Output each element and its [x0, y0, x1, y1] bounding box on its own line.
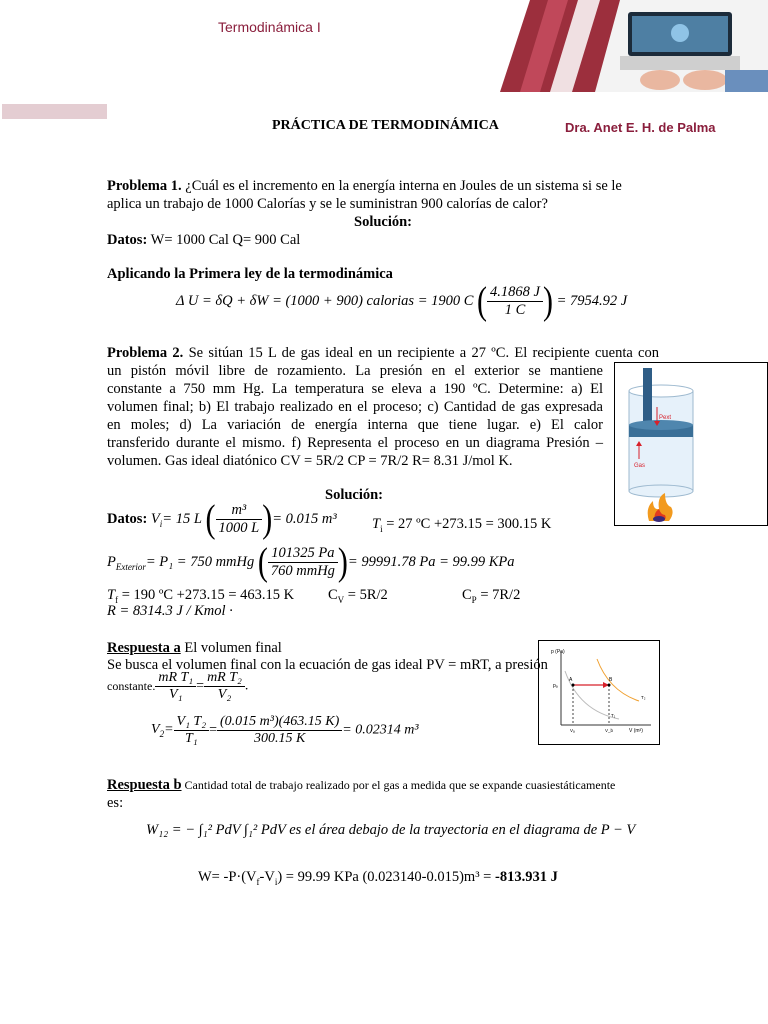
problem2-datos-label: Datos: [107, 511, 148, 527]
problem2-line-5: transferido durante el mismo. f) Representa el proceso en un diagrama Presión – [107, 435, 603, 451]
problem2-text [107, 344, 659, 470]
cp-line: $C_P = 7R/2$ [462, 587, 521, 605]
vi-v: V [150, 510, 160, 527]
problem1-line2: aplica un trabajo de 1000 Calorías y se le suministran 900 calorías de calor? [107, 196, 548, 212]
p-sub: Exterior [115, 561, 146, 572]
answer-b-label: Respuesta b [107, 777, 182, 793]
problem2-line-2: constante a 750 mm Hg. La temperatura se eleva a 190 ºC. Determine: a) El [107, 381, 603, 397]
problem1-line1 [107, 178, 622, 195]
problem1-datos-values: W= 1000 Cal Q= 900 Cal [147, 232, 301, 248]
eq1-frac-left [155, 670, 196, 703]
datos-vi: Datos: $V_i= 15$ L ( $\frac{\text{m³}}{1000 L}$ )= 0.015 m³ [107, 497, 337, 541]
gas-label: Gas [634, 463, 646, 469]
answer-b-equation: W₁₂ = − ∫₁² PdV ∫₁² PdV es el área debajo de la trayectoria en el diagrama de P − V [146, 822, 636, 838]
problem2-line-0 [107, 344, 659, 362]
vi-symbol: $V_i$ [150, 510, 163, 529]
answer-b-desc2: es: [107, 795, 124, 811]
pressure-equation: $P_{Exterior}= P_1 = 750$ mmHg ( $\frac{101325 Pa}{\text{760 mmHg}}$ )= 99991.78 Pa = 99.99 KPa [107, 540, 515, 584]
header-banner-image [500, 0, 768, 92]
result-part2: -V [259, 869, 275, 885]
pv-x-axis: V (m³) [629, 728, 643, 734]
p-fraction [268, 545, 338, 580]
result-part1: W= -P·(V [198, 869, 257, 885]
cv-value: = 5R/2 [347, 587, 388, 603]
vi-mid: = 15 L [162, 511, 202, 527]
pext-label: Pext [659, 415, 672, 421]
author-name: Dra. Anet E. H. de Palma [565, 120, 716, 135]
pv-diagram [538, 640, 660, 745]
answer-a-desc: Se busca el volumen final con la ecuación de gas ideal PV = mRT, a presión [107, 657, 548, 673]
problem1-law: Aplicando la Primera ley de la termodinámica [107, 266, 393, 282]
p-mid: = P₁ = 750 mmHg [145, 554, 255, 570]
answer-a-heading [107, 640, 282, 657]
eq-left: Δ U = δQ + δW = (1000 + 900) calorias = 1900 C [176, 293, 474, 309]
constante-label: constante. [107, 679, 156, 693]
answer-b-result: $W= -P\cdot(V_f-V_i) = 99.99$ KPa (0.023140-0.015)m³ = -813.931 J [198, 869, 558, 887]
p-right: = 99991.78 Pa = 99.99 KPa [347, 554, 515, 570]
problem1-datos-label: Datos: [107, 232, 148, 248]
problem1-solution: Solución: [354, 214, 413, 230]
problem2-solution: Solución: [325, 487, 384, 503]
answer-a-eq1: constante. $\frac{\text{mR T₁}}{\text{V₁}}$ = $\frac{\text{mR T₂}}{\text{V₂}}$ . [107, 670, 249, 702]
answer-a-eq2: $V_2=$ $\frac{\text{V₁ T₂}}{\text{T₁}}$ = $\frac{\text{(0.015 m³)(463.15 K)}}{300.15 K}$ = 0.02314 m³ [151, 714, 419, 746]
problem2-line-3: volumen final; b) El trabajo realizado en el proceso; c) Cantidad de gas expresada [107, 399, 603, 415]
p-den: 760 mmHg [270, 563, 335, 579]
decorative-bar [2, 104, 107, 119]
pv-va: Vₐ [570, 728, 575, 733]
eq1-den-r: V₂ [217, 687, 232, 702]
problem1-equation: Δ U = δQ + δW = (1000 + 900) calorias = 1900 C ( $\frac{4.1868 J}{1 C}$ ) = 7954.92 J [176, 279, 628, 323]
vi-fraction [216, 502, 263, 537]
cv-line: $C_V = 5R/2$ [328, 587, 388, 605]
eq1-num-r: mR T₂ [204, 670, 245, 687]
problem2-line-1: un pistón móvil libre de rozamiento. La presión en el exterior se mantiene [107, 363, 603, 379]
piston-figure [614, 362, 768, 526]
eq-right: = 7954.92 J [556, 293, 628, 309]
problem1-text1: ¿Cuál es el incremento en la energía interna en Joules de un sistema si se le [181, 178, 622, 194]
vi-den: 1000 L [218, 520, 260, 536]
pv-vb: V_b [605, 728, 614, 733]
eq2-right: = 0.02314 m³ [342, 722, 419, 738]
vi-num: m³ [216, 502, 263, 520]
problem2-line-4: en moles; d) La variación de energía interna que tiene lugar. e) El calor [107, 417, 603, 433]
result-part3: ) = 99.99 KPa (0.023140-0.015)m³ = [277, 869, 495, 885]
eq1-frac-right [204, 670, 245, 703]
pv-y-axis: p (Pa) [551, 649, 565, 655]
problem1-datos [107, 232, 300, 249]
eq2-num-l: V₁ T₂ [174, 714, 210, 731]
pv-pa: pₐ [553, 683, 558, 689]
ti-value: = 27 ºC +273.15 = 300.15 K [386, 516, 552, 532]
eq-fraction [487, 284, 543, 319]
p-letter: P [107, 553, 116, 570]
problem2-line-6: volumen. Gas ideal diatónico CV = 5R/2 CP = 7R/2 R= 8.31 J/mol K. [107, 453, 513, 469]
result-value: -813.931 J [495, 869, 558, 885]
vi-right: = 0.015 m³ [272, 511, 337, 527]
answer-b-desc1: Cantidad total de trabajo realizado por el gas a medida que se expande cuasiestáticamente [181, 778, 616, 792]
tf-value: = 190 ºC +273.15 = 463.15 K [121, 587, 295, 603]
answer-b-heading [107, 777, 615, 794]
p-num: 101325 Pa [268, 545, 338, 563]
eq1-num-l: mR T₁ [155, 670, 196, 687]
cp-value: = 7R/2 [480, 587, 521, 603]
pv-b: B [609, 677, 613, 683]
course-title: Termodinámica I [218, 19, 321, 35]
problem2-line-0-text: Se sitúan 15 L de gas ideal en un recipiente a 27 ºC. El recipiente cuenta con [183, 345, 659, 361]
eq2-den-r: 300.15 K [253, 731, 306, 746]
problem2-label: Problema 2. [107, 345, 184, 361]
eq2-num-r: (0.015 m³)(463.15 K) [217, 714, 342, 731]
eq2-den-l: T₁ [184, 731, 198, 746]
eq2-frac-left [174, 714, 210, 747]
r-line: R = 8314.3 J / Kmol · [107, 603, 233, 619]
eq1-den-l: V₁ [169, 687, 183, 702]
pv-t1: T₁ [611, 713, 616, 718]
page-title: PRÁCTICA DE TERMODINÁMICA [272, 118, 499, 133]
eq-num: 4.1868 J [487, 284, 543, 302]
p-symbol [107, 554, 146, 570]
answer-a-title: El volumen final [180, 640, 282, 656]
pv-a: A [569, 677, 573, 683]
tf-line: $T_f = 190$ ºC +273.15 = 463.15 K [107, 587, 295, 605]
pv-t2: T₂ [641, 695, 646, 700]
eq-den: 1 C [504, 302, 526, 318]
answer-a-label: Respuesta a [107, 640, 181, 656]
eq2-frac-right [217, 714, 342, 747]
ti-line: $T_i = 27$ ºC +273.15 = 300.15 K [372, 516, 552, 534]
problem1-label: Problema 1. [107, 178, 182, 194]
